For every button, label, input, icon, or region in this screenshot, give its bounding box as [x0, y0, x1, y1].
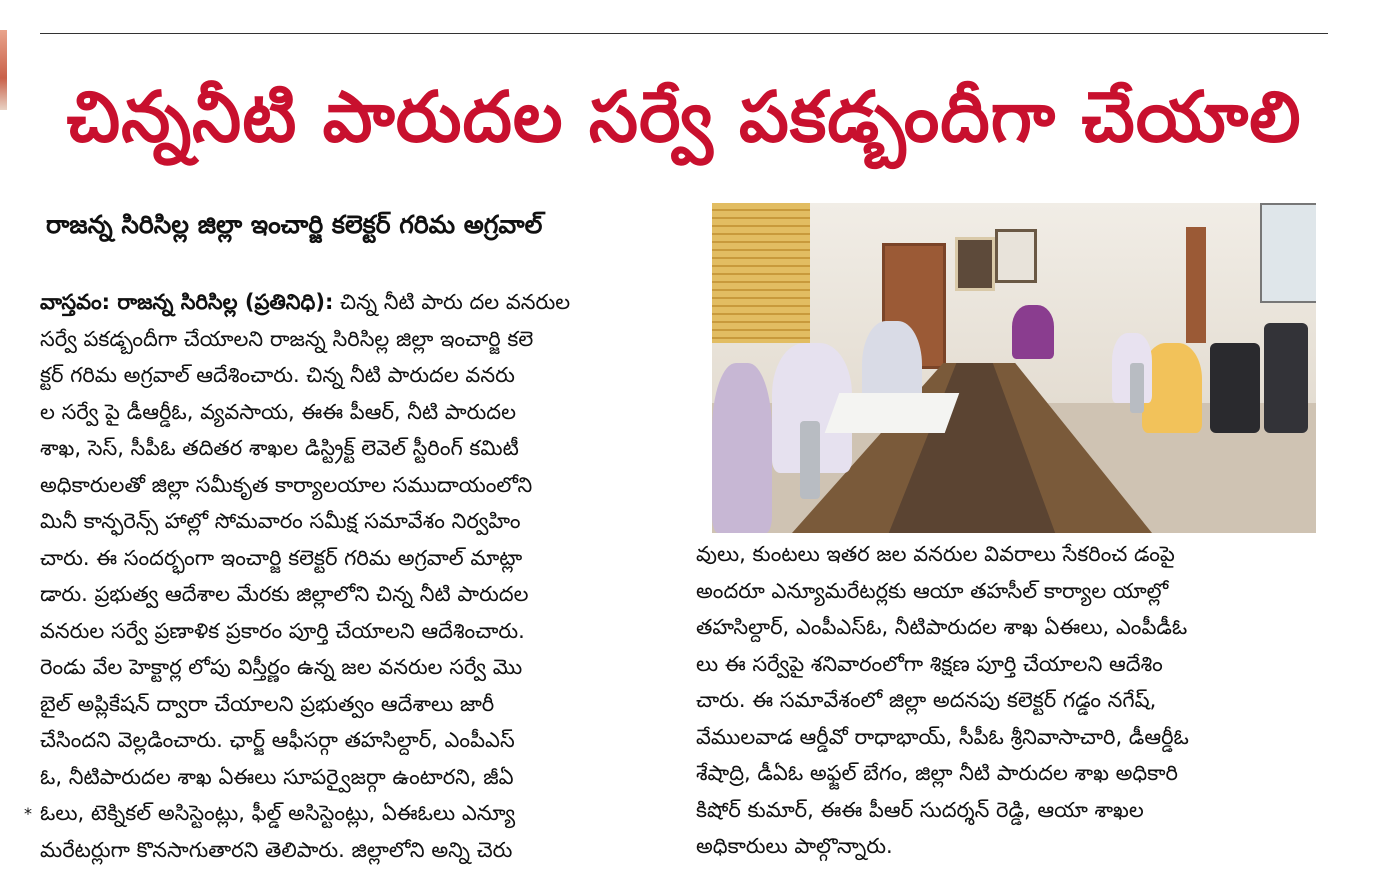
- adjacent-clipping-edge: [0, 30, 7, 110]
- article-line: శేషాద్రి, డీఏఓ అఫ్జల్ బేగం, జిల్లా నీటి పారుదల శాఖ అధికారి: [696, 761, 1178, 785]
- article-line: [40, 284, 670, 321]
- article-line: మరేటర్లుగా కొనసాగుతారని తెలిపారు. జిల్లాలోని అన్ని చెరు: [40, 837, 513, 862]
- article-line: శాఖ, సెస్, సీపీఓ తదితర శాఖల డిస్ట్రిక్ట్ లెవెల్ స్టీరింగ్ కమిటీ: [40, 436, 519, 460]
- subheadline: రాజన్న సిరిసిల్ల జిల్లా ఇంచార్జి కలెక్టర్ గరిమ అగ్రవాల్: [46, 210, 543, 239]
- article-line: డారు. ప్రభుత్వ ఆదేశాల మేరకు జిల్లాలోని చిన్న నీటి పారుదల: [40, 582, 529, 606]
- article-line: సర్వే పకడ్బందీగా చేయాలని రాజన్న సిరిసిల్ల జిల్లా ఇంచార్జి కలె: [40, 326, 534, 351]
- article-line: వులు, కుంటలు ఇతర జల వనరుల వివరాలు సేకరించ డంపై: [696, 542, 1175, 566]
- dateline: వాస్తవం: రాజన్న సిరిసిల్ల (ప్రతినిధి):: [40, 290, 334, 314]
- article-line: కిషోర్ కుమార్, ఈఈ పీఆర్ సుదర్శన్ రెడ్డి, ఆయా శాఖల: [696, 797, 1144, 822]
- article-line: తహసిల్దార్, ఎంపీఎస్ఓ, నీటిపారుదల శాఖ ఏఈలు, ఎంపీడీఓ: [696, 615, 1188, 639]
- photo-chair: [1210, 343, 1260, 433]
- article-line: చారు. ఈ సమావేశంలో జిల్లా అదనపు కలెక్టర్ గడ్డం నగేష్,: [696, 688, 1157, 712]
- article-left-column: [40, 284, 670, 868]
- photo-door: [1186, 227, 1206, 343]
- article-line-text: చిన్న నీటి పారు దల వనరుల: [333, 290, 571, 314]
- photo-papers: [825, 393, 960, 433]
- bullet-mark: *: [24, 804, 32, 823]
- article-line: వనరుల సర్వే ప్రణాళిక ప్రకారం పూర్తి చేయాలని ఆదేశించారు.: [40, 618, 525, 643]
- top-rule: [40, 33, 1328, 34]
- article-right-column: [696, 536, 1328, 865]
- photo-portrait-frame: [955, 237, 995, 291]
- article-line: రెండు వేల హెక్టార్ల లోపు విస్తీర్ణం ఉన్న జల వనరుల సర్వే మొ: [40, 655, 523, 679]
- headline: చిన్ననీటి పారుదల సర్వే పకడ్బందీగా చేయాలి: [66, 76, 1302, 158]
- meeting-photo: [712, 203, 1316, 533]
- photo-water-bottle: [800, 421, 820, 499]
- article-line: మినీ కాన్ఫరెన్స్ హాల్లో సోమవారం సమీక్ష సమావేశం నిర్వహిం: [40, 509, 521, 533]
- photo-map-frame: [1260, 203, 1316, 303]
- article-line: క్టర్ గరిమ అగ్రవాల్ ఆదేశించారు. చిన్న నీటి పారుదల వనరు: [40, 363, 515, 387]
- photo-window-blind: [712, 203, 810, 343]
- photo-chair: [1264, 323, 1308, 433]
- article-line: అధికారులు పాల్గొన్నారు.: [696, 834, 893, 858]
- article-line: ఓలు, టెక్నికల్ అసిస్టెంట్లు, ఫీల్డ్ అసిస్టెంట్లు, ఏఈఓలు ఎన్యూ: [40, 801, 516, 825]
- article-line: అధికారులతో జిల్లా సమీకృత కార్యాలయాల సముదాయంలోని: [40, 472, 533, 497]
- article-line: ల సర్వే పై డీఆర్డీఓ, వ్యవసాయ, ఈఈ పీఆర్, నీటి పారుదల: [40, 399, 516, 424]
- article-line: అందరూ ఎన్యూమరేటర్లకు ఆయా తహసీల్ కార్యాల యాల్లో: [696, 578, 1169, 603]
- photo-portrait-frame: [995, 229, 1037, 283]
- article-line: లు ఈ సర్వేపై శనివారంలోగా శిక్షణ పూర్తి చేయాలని ఆదేశిం: [696, 651, 1163, 676]
- photo-person: [712, 363, 772, 533]
- photo-water-bottle: [1130, 363, 1144, 413]
- article-line: బైల్ అప్లికేషన్ ద్వారా చేయాలని ప్రభుత్వం ఆదేశాలు జారీ: [40, 691, 495, 716]
- photo-person: [1012, 305, 1054, 359]
- article-line: చారు. ఈ సందర్భంగా ఇంచార్జి కలెక్టర్ గరిమ అగ్రవాల్ మాట్లా: [40, 545, 523, 570]
- article-line: చేసిందని వెల్లడించారు. ఛార్జ్ ఆఫీసర్గా తహసిల్దార్, ఎంపీఎస్: [40, 728, 515, 752]
- article-line: ఓ, నీటిపారుదల శాఖ ఏఈలు సూపర్వైజర్గా ఉంటారని, జీఏ: [40, 764, 514, 789]
- article-line: వేములవాడ ఆర్డీవో రాధాభాయ్, సీపీఓ శ్రీనివాసాచారి, డీఆర్డీఓ: [696, 724, 1189, 749]
